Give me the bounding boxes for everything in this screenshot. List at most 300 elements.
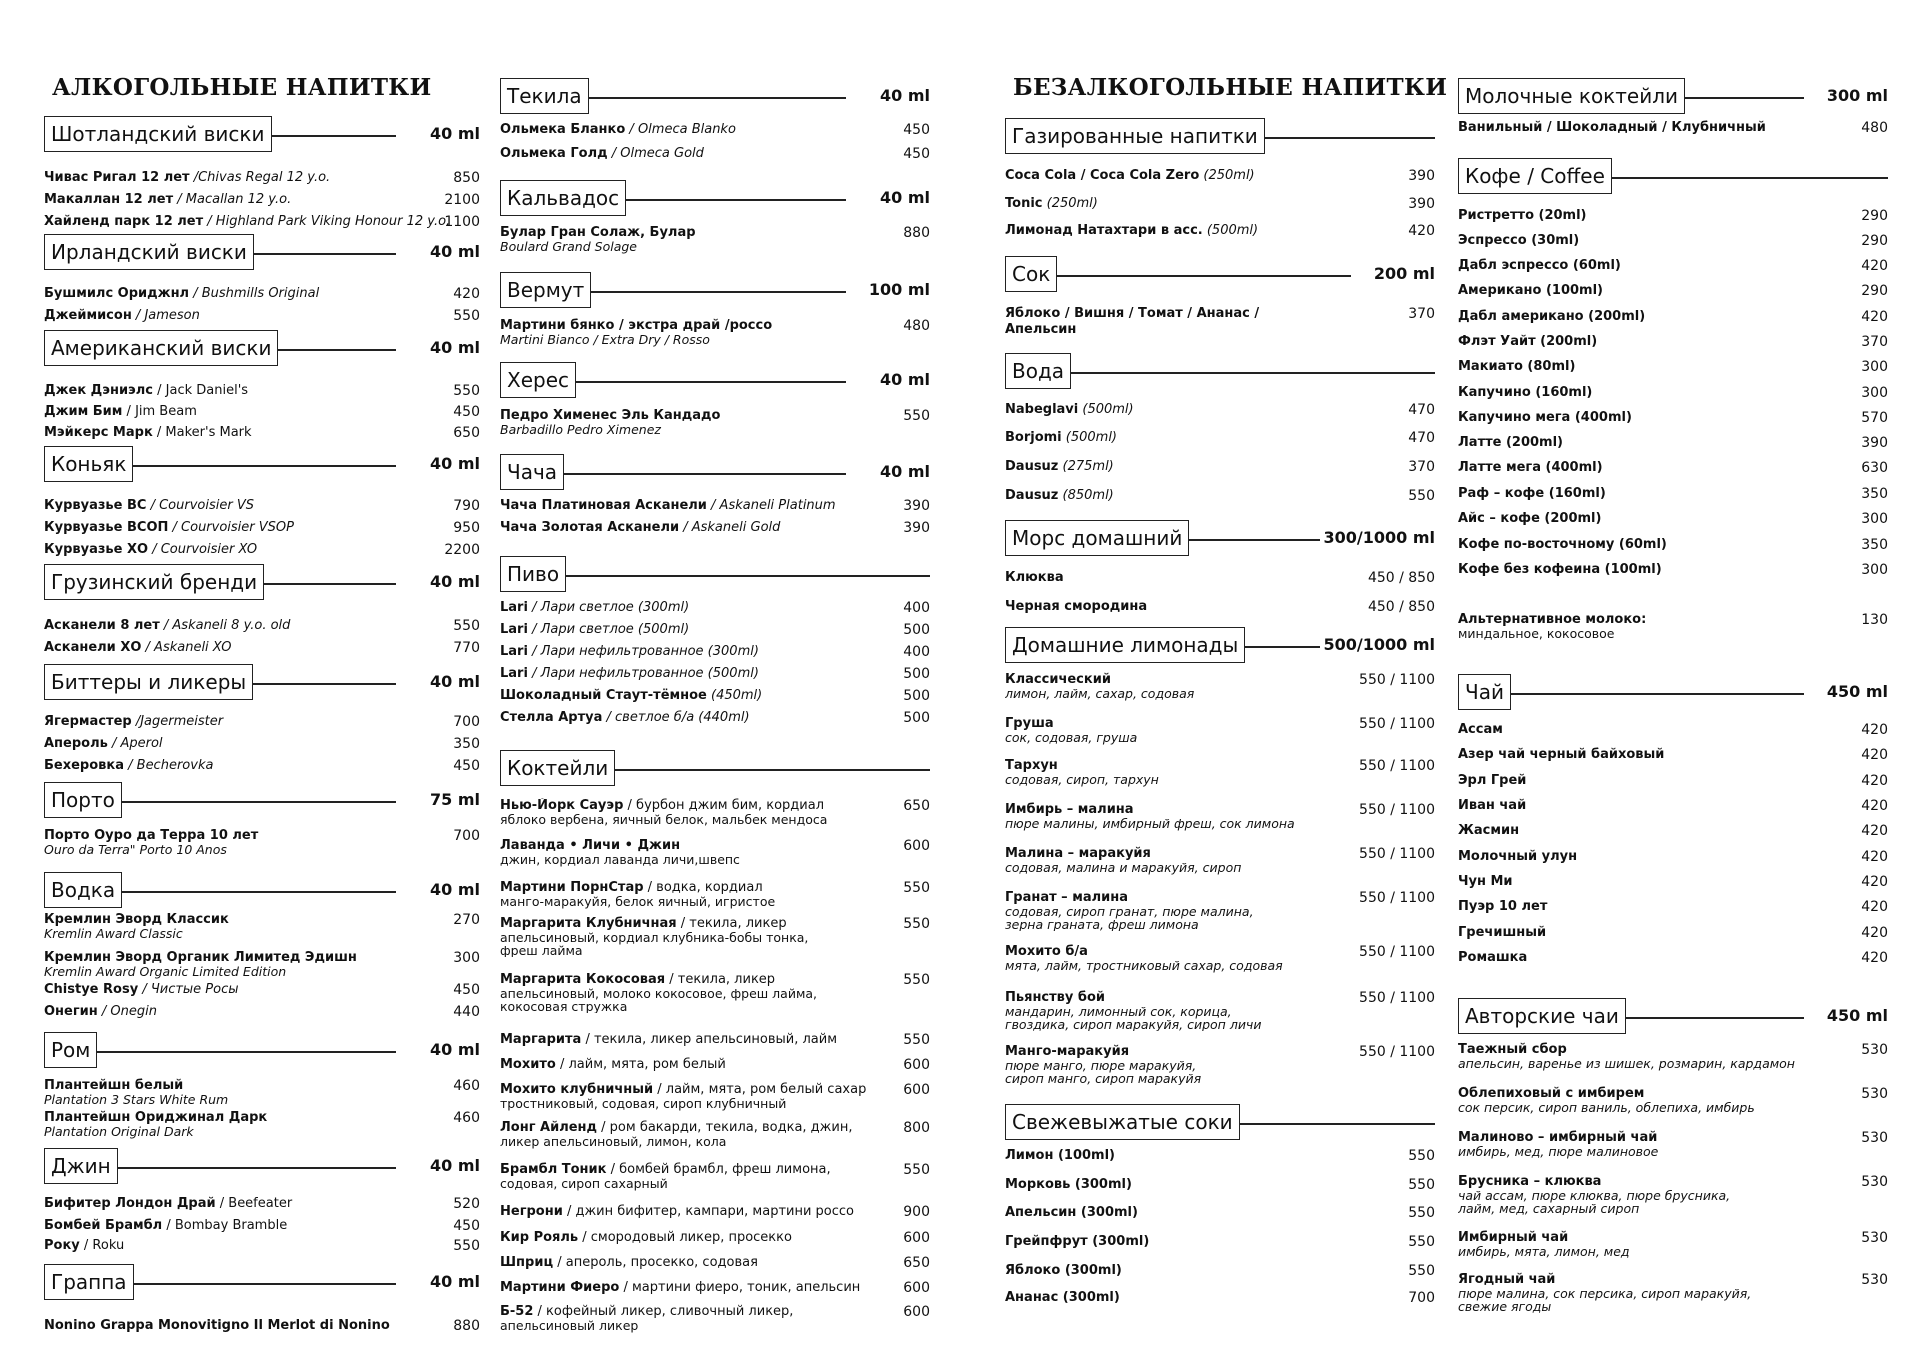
menu-item	[500, 972, 930, 1013]
item-price: 600	[903, 1057, 930, 1073]
item-description: джин, кордиал лаванда личи,швепс	[500, 854, 740, 867]
section-title: Свежевыжатые соки	[1005, 1104, 1240, 1140]
section-volume: 40 ml	[426, 242, 480, 261]
section	[500, 750, 930, 1333]
item-detail: / текила, ликер	[676, 916, 787, 931]
item-price: 550	[1408, 1148, 1435, 1164]
item-name: Ягермастер	[44, 714, 132, 729]
menu-item	[1458, 1272, 1888, 1313]
item-description: чай ассам, пюре клюква, пюре брусника,	[1458, 1190, 1731, 1203]
menu-item	[44, 758, 480, 774]
menu-item	[44, 1078, 480, 1107]
menu-item	[44, 1110, 480, 1139]
menu-item	[1458, 874, 1888, 890]
item-name: Tonic	[1005, 196, 1043, 211]
menu-item	[1005, 890, 1435, 931]
item-name: Кремлин Эворд Органик Лимитед Эдишн	[44, 950, 357, 965]
item-price: 420	[1861, 849, 1888, 865]
menu-item	[1458, 823, 1888, 839]
item-price: 420	[1861, 950, 1888, 966]
item-price: 420	[1861, 874, 1888, 890]
item-price: 450	[453, 982, 480, 998]
item-price: 530	[1861, 1086, 1888, 1102]
item-name: Лаванда • Личи • Джин	[500, 838, 681, 853]
menu-item	[1458, 925, 1888, 941]
item-name: Б-52	[500, 1304, 534, 1319]
item-description: Kremlin Award Organic Limited Edition	[44, 966, 287, 979]
menu-item	[1458, 385, 1888, 401]
section-title: Газированные напитки	[1005, 118, 1265, 154]
section-volume: 300/1000 ml	[1320, 528, 1436, 547]
item-name: Малиново – имбирный чай	[1458, 1130, 1658, 1145]
item-price: 440	[453, 1004, 480, 1020]
item-price: 420	[1861, 722, 1888, 738]
item-name: Ольмека Голд	[500, 146, 608, 161]
item-name: Пуэр 10 лет	[1458, 899, 1548, 914]
item-name: Жасмин	[1458, 823, 1520, 838]
item-name: Брамбл Тоник	[500, 1162, 607, 1177]
item-description: мандарин, лимонный сок, корица,	[1005, 1006, 1232, 1019]
item-price: 300	[1861, 562, 1888, 578]
item-description: кокосовая стружка	[500, 1000, 628, 1013]
section	[500, 78, 930, 162]
section	[44, 1032, 480, 1139]
item-price: 420	[1861, 798, 1888, 814]
menu-item	[1005, 1177, 1435, 1193]
item-description: лимон, лайм, сахар, содовая	[1005, 688, 1195, 701]
section-header	[500, 362, 930, 402]
item-price: 800	[903, 1120, 930, 1136]
item-name: Педро Хименес Эль Кандадо	[500, 408, 721, 423]
menu-item	[500, 1120, 930, 1149]
item-name: Негрони	[500, 1204, 563, 1219]
item-description: манго-маракуйя, белок яичный, игристое	[500, 896, 776, 909]
item-name: Мэйкерс Марк	[44, 425, 153, 440]
menu-item	[44, 192, 480, 208]
section-title: Текила	[500, 78, 589, 114]
menu-item	[1005, 1205, 1435, 1221]
item-price: 600	[903, 838, 930, 854]
section-title: Шотландский виски	[44, 116, 272, 152]
item-price: 350	[1861, 486, 1888, 502]
section	[44, 564, 480, 656]
item-name: Кир Рояль	[500, 1230, 579, 1245]
section	[44, 116, 480, 230]
menu-item	[1005, 1290, 1435, 1306]
item-description: гвоздика, сироп маракуйя, сироп личи	[1005, 1018, 1262, 1031]
section-title: Коктейли	[500, 750, 615, 786]
menu-item	[1005, 672, 1435, 701]
menu-item	[44, 1218, 480, 1234]
section-title: Вода	[1005, 353, 1071, 389]
item-name: Бушмилс Ориджнл	[44, 286, 190, 301]
item-price: 550 / 1100	[1359, 990, 1435, 1006]
item-name: Chistye Rosy	[44, 982, 139, 997]
section	[44, 330, 480, 441]
section	[500, 180, 930, 254]
section	[44, 872, 480, 1020]
item-name: Року	[44, 1238, 80, 1253]
item-price: 550	[903, 880, 930, 896]
item-name: Мохито б/а	[1005, 944, 1088, 959]
item-name: Имбирный чай	[1458, 1230, 1569, 1245]
alcohol-title: АЛКОГОЛЬНЫЕ НАПИТКИ	[52, 74, 432, 101]
item-description: содовая, малина и маракуйя, сироп	[1005, 862, 1242, 875]
menu-item	[44, 640, 480, 656]
item-detail: / лайм, мята, ром белый	[555, 1057, 726, 1072]
item-price: 390	[903, 498, 930, 514]
item-description: тростниковый, содовая, сироп клубничный	[500, 1098, 787, 1111]
item-detail: / джин бифитер, кампари, мартини россо	[562, 1204, 855, 1219]
item-price: 420	[1861, 258, 1888, 274]
menu-item	[1458, 1230, 1888, 1259]
item-detail: (500ml)	[1061, 430, 1118, 445]
item-detail: / кофейный ликер, сливочный ликер,	[533, 1304, 794, 1319]
item-description: пюре малина, сок персика, сироп маракуйя,	[1458, 1288, 1752, 1301]
section-volume: 40 ml	[426, 124, 480, 143]
section-title: Домашние лимонады	[1005, 627, 1245, 663]
item-detail: / Courvoisier XO	[148, 542, 258, 557]
item-name: Апельсин (300ml)	[1005, 1205, 1138, 1220]
menu-item	[1458, 537, 1888, 553]
section	[500, 362, 930, 437]
item-name: Таежный сбор	[1458, 1042, 1567, 1057]
menu-item	[1458, 747, 1888, 763]
item-name: Тархун	[1005, 758, 1058, 773]
item-price: 700	[453, 828, 480, 844]
item-price: 300	[1861, 359, 1888, 375]
item-name: Кремлин Эворд Классик	[44, 912, 229, 927]
menu-item	[1005, 306, 1435, 338]
menu-item	[1458, 562, 1888, 578]
item-price: 550	[453, 308, 480, 324]
section-volume: 40 ml	[426, 572, 480, 591]
menu-item	[500, 498, 930, 514]
menu-item	[500, 710, 930, 726]
menu-item	[500, 146, 930, 162]
item-detail: (500ml)	[1078, 402, 1134, 417]
item-description: апельсиновый, молоко кокосовое, фреш лайма,	[500, 988, 818, 1001]
item-name: Ягодный чай	[1458, 1272, 1556, 1287]
menu-item	[1458, 120, 1888, 136]
item-detail: / ром бакарди, текила, водка, джин,	[597, 1120, 853, 1135]
section-header	[1005, 118, 1435, 158]
section-title: Коньяк	[44, 446, 133, 482]
item-name: Чивас Ригал 12 лет	[44, 170, 190, 185]
section-volume: 40 ml	[426, 1156, 480, 1175]
nonalcohol-title: БЕЗАЛКОГОЛЬНЫЕ НАПИТКИ	[1013, 74, 1448, 101]
menu-item	[1458, 309, 1888, 325]
menu-item	[1458, 410, 1888, 426]
section-header	[44, 234, 480, 274]
section-title: Грузинский бренди	[44, 564, 264, 600]
section-header	[44, 1032, 480, 1072]
item-name: Дабл американо (200ml)	[1458, 309, 1646, 324]
item-price: 550	[453, 1238, 480, 1254]
menu-item	[44, 425, 480, 441]
item-price: 370	[1861, 334, 1888, 350]
section-header	[1005, 1104, 1435, 1144]
item-description: Barbadillo Pedro Ximenez	[500, 424, 661, 437]
item-detail: / водка, кордиал	[643, 880, 763, 895]
item-name: Классический	[1005, 672, 1111, 687]
menu-item	[44, 618, 480, 634]
item-price: 850	[453, 170, 480, 186]
item-name: Курвуазье ВС	[44, 498, 147, 513]
item-name: Чача Золотая Асканели	[500, 520, 680, 535]
item-price: 950	[453, 520, 480, 536]
item-name: Черная смородина	[1005, 599, 1148, 614]
item-detail: / Beefeater	[215, 1196, 293, 1211]
item-price: 450 / 850	[1367, 570, 1435, 586]
item-price: 420	[1861, 747, 1888, 763]
item-description: апельсиновый, кордиал клубника-бобы тонка,	[500, 932, 809, 945]
item-detail: / лайм, мята, ром белый сахар	[653, 1082, 867, 1097]
section-volume: 40 ml	[426, 1272, 480, 1291]
menu-item	[1005, 1044, 1435, 1085]
item-name: Nabeglavi	[1005, 402, 1079, 417]
item-detail: / Courvoisier VS	[146, 498, 254, 513]
item-name: Альтернативное молоко:	[1458, 612, 1647, 627]
section-header	[500, 454, 930, 494]
item-description: свежие ягоды	[1458, 1300, 1552, 1313]
menu-item	[44, 982, 480, 998]
menu-item	[1005, 488, 1435, 504]
item-price: 390	[1408, 196, 1435, 212]
section-header	[500, 750, 930, 790]
menu-item	[1005, 944, 1435, 973]
item-price: 550	[903, 1032, 930, 1048]
menu-item	[500, 1255, 930, 1271]
item-name: Макаллан 12 лет	[44, 192, 174, 207]
item-description: фреш лайма	[500, 944, 583, 957]
menu-item	[44, 1004, 480, 1020]
menu-item	[1005, 168, 1435, 184]
menu-item	[1458, 1042, 1888, 1071]
item-price: 500	[903, 710, 930, 726]
item-price: 400	[903, 644, 930, 660]
menu-item	[1458, 950, 1888, 966]
item-description: Kremlin Award Classic	[44, 928, 183, 941]
item-name: Coca Cola / Coca Cola Zero	[1005, 168, 1200, 183]
item-price: 650	[453, 425, 480, 441]
menu-item	[500, 838, 930, 867]
item-name: Облепиховый с имбирем	[1458, 1086, 1645, 1101]
item-price: 390	[903, 520, 930, 536]
item-price: 550	[453, 383, 480, 399]
item-price: 550	[1408, 488, 1435, 504]
item-name: Дабл эспрессо (60ml)	[1458, 258, 1621, 273]
item-price: 420	[1861, 773, 1888, 789]
menu-item	[1005, 1263, 1435, 1279]
item-price: 450	[453, 1218, 480, 1234]
section	[500, 272, 930, 347]
item-price: 370	[1408, 459, 1435, 475]
item-price: 550 / 1100	[1359, 944, 1435, 960]
item-price: 450	[453, 404, 480, 420]
section-title: Порто	[44, 782, 122, 818]
item-description: содовая, сироп гранат, пюре малина,	[1005, 906, 1254, 919]
item-name: Капучино (160ml)	[1458, 385, 1593, 400]
item-name: Джек Дэниэлс	[44, 383, 153, 398]
item-name: Молочный улун	[1458, 849, 1578, 864]
item-price: 630	[1861, 460, 1888, 476]
menu-item	[1458, 359, 1888, 375]
menu-item	[44, 520, 480, 536]
section-header	[500, 78, 930, 118]
item-name: Американо (100ml)	[1458, 283, 1603, 298]
menu-item	[500, 798, 930, 827]
item-price: 450	[453, 758, 480, 774]
section	[1458, 998, 1888, 1313]
item-detail: / Лари светлое (300ml)	[527, 600, 690, 615]
item-description: лайм, мед, сахарный сироп	[1458, 1202, 1640, 1215]
item-price: 420	[1861, 899, 1888, 915]
section-header	[44, 1148, 480, 1188]
item-detail: / Maker's Mark	[152, 425, 252, 440]
item-detail: / бурбон джим бим, кордиал	[623, 798, 825, 813]
item-name: Груша	[1005, 716, 1054, 731]
item-name: Мартини ПорнСтар	[500, 880, 644, 895]
menu-item	[1458, 258, 1888, 274]
item-price: 550	[903, 1162, 930, 1178]
section	[500, 454, 930, 536]
item-price: 480	[903, 318, 930, 334]
section-volume: 40 ml	[426, 672, 480, 691]
item-name: Мохито клубничный	[500, 1082, 654, 1097]
item-name: Nonino Grappa Monovitigno Il Merlot di Nonino	[44, 1318, 390, 1333]
item-detail: / Чистые Росы	[138, 982, 239, 997]
item-price: 350	[453, 736, 480, 752]
menu-item	[1005, 402, 1435, 418]
item-price: 550	[1408, 1205, 1435, 1221]
item-name: Капучино мега (400ml)	[1458, 410, 1632, 425]
section	[1005, 1104, 1435, 1306]
item-price: 550	[1408, 1177, 1435, 1193]
item-detail: / Bushmills Original	[189, 286, 320, 301]
item-name: Яблоко (300ml)	[1005, 1263, 1122, 1278]
item-detail: / смородовый ликер, просекко	[578, 1230, 792, 1245]
menu-item	[1005, 1148, 1435, 1164]
section-volume: 300 ml	[1823, 86, 1888, 105]
menu-item	[500, 408, 930, 437]
item-name: Dausuz	[1005, 488, 1059, 503]
menu-item	[500, 1280, 930, 1296]
section-volume: 40 ml	[426, 338, 480, 357]
section-title: Кофе / Coffee	[1458, 158, 1612, 194]
section	[44, 664, 480, 774]
item-price: 2200	[444, 542, 480, 558]
section-title: Чача	[500, 454, 564, 490]
item-price: 550	[1408, 1263, 1435, 1279]
menu-item	[44, 404, 480, 420]
item-name: Булар Гран Солаж, Булар	[500, 225, 696, 240]
menu-item	[500, 1230, 930, 1246]
item-detail: / Onegin	[97, 1004, 157, 1019]
menu-item	[44, 736, 480, 752]
item-price: 530	[1861, 1130, 1888, 1146]
menu-item	[1005, 196, 1435, 212]
section	[1005, 627, 1435, 1085]
item-price: 550	[903, 972, 930, 988]
item-price: 270	[453, 912, 480, 928]
menu-item	[1458, 208, 1888, 224]
item-price: 520	[453, 1196, 480, 1212]
item-price: 880	[903, 225, 930, 241]
item-name: Джим Бим	[44, 404, 123, 419]
item-detail: / Лари светлое (500ml)	[527, 622, 690, 637]
section-header	[1458, 674, 1888, 714]
item-detail: (275ml)	[1058, 459, 1114, 474]
section	[44, 446, 480, 558]
item-price: 530	[1861, 1230, 1888, 1246]
section-title: Биттеры и ликеры	[44, 664, 253, 700]
item-name: Маргарита Клубничная	[500, 916, 677, 931]
item-price: 550 / 1100	[1359, 846, 1435, 862]
item-detail: / Macallan 12 y.o.	[173, 192, 292, 207]
menu-item	[44, 1318, 480, 1334]
item-name: Бомбей Брамбл	[44, 1218, 163, 1233]
item-detail: / мартини фиеро, тоник, апельсин	[619, 1280, 861, 1295]
item-price: 700	[453, 714, 480, 730]
menu-item	[1458, 283, 1888, 299]
menu-item	[1458, 486, 1888, 502]
section-title: Ром	[44, 1032, 97, 1068]
item-name: Раф – кофе (160ml)	[1458, 486, 1606, 501]
item-name: Латте (200ml)	[1458, 435, 1564, 450]
section-header	[44, 446, 480, 486]
section-title: Авторские чаи	[1458, 998, 1626, 1034]
item-name: Асканели ХО	[44, 640, 142, 655]
item-price: 400	[903, 600, 930, 616]
item-description: ликер апельсиновый, лимон, кола	[500, 1136, 727, 1149]
item-name: Лонг Айленд	[500, 1120, 598, 1135]
menu-item	[44, 1238, 480, 1254]
item-price: 450 / 850	[1367, 599, 1435, 615]
section-volume: 450 ml	[1823, 682, 1888, 701]
menu-item	[1458, 1130, 1888, 1159]
item-name: Брусника – клюква	[1458, 1174, 1602, 1189]
item-detail: / Askaneli 8 y.o. old	[159, 618, 291, 633]
item-name: Яблоко / Вишня / Томат / Ананас /	[1005, 306, 1260, 321]
item-name: Плантейшн белый	[44, 1078, 184, 1093]
menu-item	[1005, 990, 1435, 1031]
item-name: Морковь (300ml)	[1005, 1177, 1132, 1192]
item-description: Plantation 3 Stars White Rum	[44, 1094, 229, 1107]
section-volume: 75 ml	[426, 790, 480, 809]
item-description: сок, содовая, груша	[1005, 732, 1138, 745]
item-price: 290	[1861, 233, 1888, 249]
menu-item	[44, 214, 480, 230]
item-name: Ристретто (20ml)	[1458, 208, 1587, 223]
section-volume: 40 ml	[426, 880, 480, 899]
item-name: Lari	[500, 666, 528, 681]
menu-item	[44, 170, 480, 186]
item-detail: / Jack Daniel's	[153, 383, 249, 398]
item-price: 420	[1861, 925, 1888, 941]
item-name: Borjomi	[1005, 430, 1062, 445]
item-detail: / Лари нефильтрованное (300ml)	[527, 644, 759, 659]
item-name: Онегин	[44, 1004, 98, 1019]
item-name: Мартини бянко / экстра драй /россо	[500, 318, 773, 333]
section-header	[1458, 78, 1888, 118]
section-header	[1005, 256, 1435, 296]
item-price: 420	[1861, 309, 1888, 325]
item-price: 790	[453, 498, 480, 514]
section-volume: 40 ml	[426, 1040, 480, 1059]
menu-item	[500, 318, 930, 347]
item-detail: / Olmeca Blanko	[625, 122, 736, 137]
